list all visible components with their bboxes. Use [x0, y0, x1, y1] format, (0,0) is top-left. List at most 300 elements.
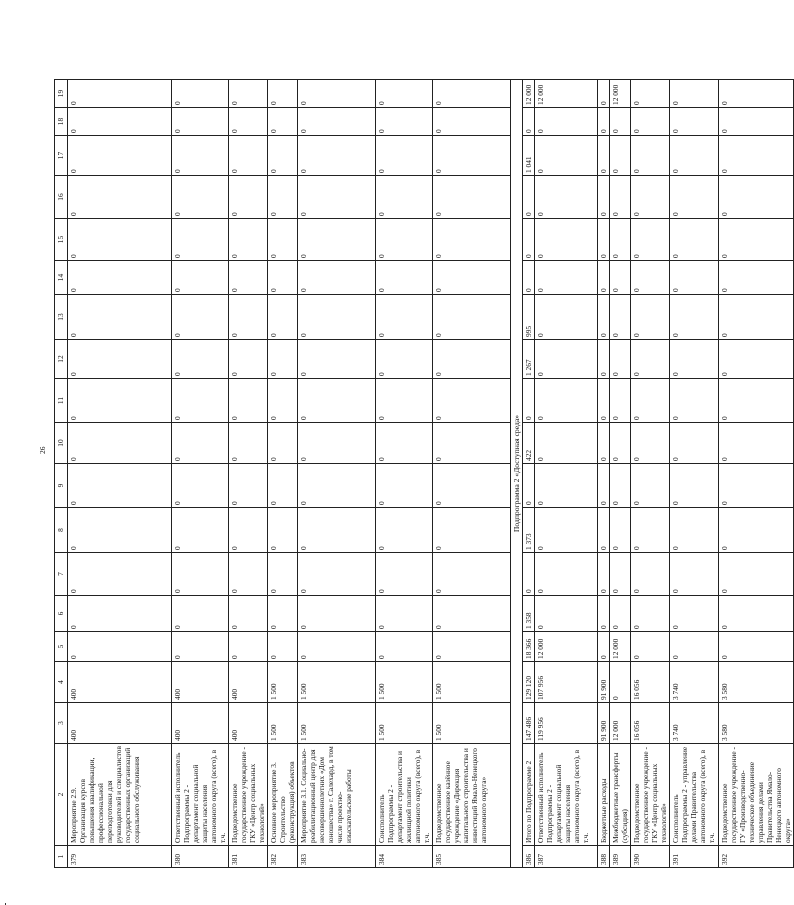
value-cell: 0	[268, 295, 298, 340]
value-cell: 0	[268, 464, 298, 508]
value-cell: 0	[376, 340, 433, 379]
table-row	[298, 80, 376, 868]
value-cell: 0	[229, 423, 268, 464]
value-cell: 0	[598, 508, 610, 553]
row-number-cell: 379	[68, 846, 172, 868]
column-number-cell: 6	[55, 596, 68, 632]
value-cell: 0	[268, 219, 298, 261]
value-cell: 0	[376, 379, 433, 423]
value-cell: 1 041	[523, 136, 535, 176]
row-number-cell: 386	[523, 846, 535, 868]
value-cell: 119 956	[535, 703, 598, 744]
value-cell: 995	[523, 295, 535, 340]
value-cell: 0	[523, 379, 535, 423]
value-cell: 0	[298, 80, 376, 108]
value-cell: 0	[719, 464, 794, 508]
value-cell: 1 373	[523, 508, 535, 553]
value-cell: 0	[631, 80, 670, 108]
value-cell: 0	[268, 176, 298, 219]
value-cell: 0	[719, 136, 794, 176]
value-cell: 0	[598, 219, 610, 261]
value-cell: 0	[268, 508, 298, 553]
value-cell: 0	[610, 340, 631, 379]
value-cell: 16 056	[631, 703, 670, 744]
column-number-cell: 8	[55, 508, 68, 553]
value-cell: 0	[298, 464, 376, 508]
value-cell: 0	[268, 423, 298, 464]
value-cell: 0	[433, 423, 511, 464]
row-name-cell: Подведомственное государственное учреждение - ГКУ «Центр социальных технологий»	[229, 744, 268, 846]
value-cell: 0	[598, 464, 610, 508]
value-cell: 0	[268, 80, 298, 108]
value-cell: 0	[523, 464, 535, 508]
value-cell: 0	[670, 136, 719, 176]
value-cell: 0	[610, 108, 631, 136]
value-cell: 0	[610, 596, 631, 632]
value-cell: 1 500	[433, 703, 511, 744]
value-cell: 0	[433, 176, 511, 219]
value-cell: 0	[172, 295, 229, 340]
value-cell: 400	[68, 662, 172, 703]
column-number-cell: 3	[55, 703, 68, 744]
value-cell: 0	[610, 464, 631, 508]
row-name-cell: Ответственный исполнитель Подпрограммы 2 - департамент социальной защиты населения автономного округа (всего), в т.ч.	[172, 744, 229, 846]
value-cell: 0	[433, 596, 511, 632]
value-cell: 0	[631, 219, 670, 261]
value-cell: 0	[631, 108, 670, 136]
value-cell: 0	[598, 340, 610, 379]
row-name-cell: Мероприятие 3.1. Социально-реабилитационный центр для несовершеннолетних «Дом юношества» г. Салехард, в том числе проектно-изыскательские работы	[298, 744, 376, 846]
value-cell: 107 956	[535, 662, 598, 703]
value-cell: 0	[670, 80, 719, 108]
value-cell: 0	[172, 340, 229, 379]
column-number-cell: 16	[55, 176, 68, 219]
value-cell: 0	[598, 80, 610, 108]
value-cell: 12 000	[535, 80, 598, 108]
value-cell: 91 900	[598, 703, 610, 744]
value-cell: 0	[68, 423, 172, 464]
value-cell: 0	[670, 379, 719, 423]
value-cell: 0	[535, 136, 598, 176]
value-cell: 0	[598, 176, 610, 219]
value-cell: 0	[68, 340, 172, 379]
value-cell: 0	[229, 340, 268, 379]
value-cell: 12 000	[523, 80, 535, 108]
value-cell: 0	[610, 423, 631, 464]
value-cell: 0	[298, 340, 376, 379]
value-cell: 0	[670, 596, 719, 632]
row-name-cell: Итого по Подпрограмме 2	[523, 744, 535, 846]
value-cell: 0	[172, 219, 229, 261]
value-cell: 422	[523, 423, 535, 464]
value-cell: 91 900	[598, 662, 610, 703]
value-cell: 0	[376, 108, 433, 136]
value-cell: 0	[376, 80, 433, 108]
value-cell: 0	[172, 176, 229, 219]
value-cell: 400	[172, 662, 229, 703]
column-number-cell: 18	[55, 108, 68, 136]
row-name-cell: Соисполнитель Подпрограммы 2 - управление делами Правительства автономного округа (всего), в т.ч.	[670, 744, 719, 846]
value-cell: 0	[68, 176, 172, 219]
table-row	[535, 80, 598, 868]
value-cell: 0	[229, 295, 268, 340]
value-cell: 0	[670, 464, 719, 508]
value-cell: 0	[376, 219, 433, 261]
value-cell: 0	[610, 553, 631, 596]
value-cell: 0	[433, 340, 511, 379]
value-cell: 0	[298, 219, 376, 261]
row-name-cell: Мероприятие 2.9. Организация курсов повышения квалификации, профессиональной переподготовки для руководителей и специалистов государственных организаций социального обслуживания	[68, 744, 172, 846]
value-cell: 0	[598, 108, 610, 136]
value-cell: 0	[376, 464, 433, 508]
value-cell: 0	[598, 553, 610, 596]
value-cell: 0	[598, 379, 610, 423]
value-cell: 0	[719, 219, 794, 261]
value-cell: 0	[670, 340, 719, 379]
column-number-cell: 5	[55, 632, 68, 662]
value-cell: 0	[670, 423, 719, 464]
value-cell: 0	[172, 632, 229, 662]
row-number-cell: 385	[433, 846, 511, 868]
table-row	[433, 80, 511, 868]
value-cell: 0	[670, 219, 719, 261]
value-cell: 0	[535, 340, 598, 379]
value-cell: 0	[631, 379, 670, 423]
value-cell: 400	[68, 703, 172, 744]
value-cell: 0	[298, 176, 376, 219]
table-row	[610, 80, 631, 868]
value-cell: 0	[598, 632, 610, 662]
value-cell: 0	[376, 176, 433, 219]
table-row	[172, 80, 229, 868]
table-row	[670, 80, 719, 868]
column-number-cell: 1	[55, 846, 68, 868]
value-cell: 1 358	[523, 596, 535, 632]
value-cell: 0	[535, 176, 598, 219]
value-cell: 0	[172, 261, 229, 295]
value-cell: 0	[229, 379, 268, 423]
value-cell: 0	[268, 632, 298, 662]
table-row	[631, 80, 670, 868]
value-cell: 0	[298, 261, 376, 295]
value-cell: 0	[631, 136, 670, 176]
value-cell: 0	[610, 508, 631, 553]
value-cell: 0	[229, 261, 268, 295]
table-row	[523, 80, 535, 868]
value-cell: 0	[172, 136, 229, 176]
value-cell: 12 000	[610, 80, 631, 108]
row-number-cell: 392	[719, 846, 794, 868]
value-cell: 0	[229, 596, 268, 632]
value-cell: 0	[433, 553, 511, 596]
value-cell: 0	[376, 423, 433, 464]
value-cell: 0	[535, 553, 598, 596]
value-cell: 3 740	[670, 662, 719, 703]
value-cell: 3 580	[719, 662, 794, 703]
value-cell: 0	[433, 464, 511, 508]
value-cell: 0	[229, 464, 268, 508]
value-cell: 0	[68, 596, 172, 632]
budget-table	[54, 79, 794, 868]
value-cell: 0	[433, 108, 511, 136]
value-cell: 0	[68, 219, 172, 261]
value-cell: 0	[523, 553, 535, 596]
value-cell: 0	[535, 261, 598, 295]
row-number-cell: 381	[229, 846, 268, 868]
value-cell: 0	[229, 219, 268, 261]
value-cell: 0	[68, 553, 172, 596]
value-cell: 0	[298, 136, 376, 176]
value-cell: 0	[719, 176, 794, 219]
value-cell: 0	[598, 295, 610, 340]
value-cell: 0	[172, 508, 229, 553]
column-number-row	[55, 80, 68, 868]
value-cell: 0	[229, 108, 268, 136]
column-number-cell: 17	[55, 136, 68, 176]
value-cell: 0	[631, 423, 670, 464]
value-cell: 0	[298, 379, 376, 423]
value-cell: 0	[433, 219, 511, 261]
table-row	[598, 80, 610, 868]
value-cell: 0	[268, 108, 298, 136]
value-cell: 0	[670, 108, 719, 136]
value-cell: 0	[229, 508, 268, 553]
value-cell: 0	[610, 261, 631, 295]
value-cell: 3 580	[719, 703, 794, 744]
column-number-cell: 15	[55, 219, 68, 261]
row-name-cell: Подведомственное государственное учреждение - ГКУ «Центр социальных технологий»	[631, 744, 670, 846]
value-cell: 0	[433, 136, 511, 176]
row-name-cell: Ответственный исполнитель Подпрограммы 2 - департамент социальной защиты населения автономного округа (всего), в т.ч.	[535, 744, 598, 846]
row-name-cell: Бюджетные расходы	[598, 744, 610, 846]
value-cell: 0	[433, 379, 511, 423]
value-cell: 0	[433, 632, 511, 662]
value-cell: 400	[172, 703, 229, 744]
column-number-cell: 19	[55, 80, 68, 108]
row-number-cell: 391	[670, 846, 719, 868]
value-cell: 0	[598, 136, 610, 176]
value-cell: 0	[376, 596, 433, 632]
value-cell: 0	[631, 596, 670, 632]
value-cell: 0	[670, 261, 719, 295]
value-cell: 0	[535, 219, 598, 261]
value-cell: 0	[433, 508, 511, 553]
value-cell: 16 056	[631, 662, 670, 703]
value-cell: 0	[523, 261, 535, 295]
value-cell: 0	[172, 423, 229, 464]
value-cell: 0	[610, 219, 631, 261]
value-cell: 0	[172, 80, 229, 108]
value-cell: 0	[268, 379, 298, 423]
row-name-cell: Основное мероприятие 3. Строительство (реконструкция) объектов	[268, 744, 298, 846]
value-cell: 0	[535, 108, 598, 136]
value-cell: 0	[598, 261, 610, 295]
value-cell: 0	[298, 423, 376, 464]
value-cell: 0	[433, 80, 511, 108]
value-cell: 1 500	[433, 662, 511, 703]
value-cell: 0	[433, 261, 511, 295]
row-number-cell: 380	[172, 846, 229, 868]
value-cell: 0	[535, 508, 598, 553]
value-cell: 0	[68, 379, 172, 423]
row-name-cell: Соисполнитель Подпрограммы 2 - департамент строительства и жилищной политики автономного округа (всего), в т.ч.	[376, 744, 433, 846]
value-cell: 0	[268, 340, 298, 379]
value-cell: 0	[523, 108, 535, 136]
value-cell: 0	[535, 423, 598, 464]
value-cell: 0	[298, 295, 376, 340]
value-cell: 0	[298, 508, 376, 553]
column-number-cell: 11	[55, 379, 68, 423]
value-cell: 1 500	[298, 662, 376, 703]
value-cell: 0	[68, 80, 172, 108]
column-number-cell: 12	[55, 340, 68, 379]
value-cell: 0	[229, 176, 268, 219]
value-cell: 0	[298, 596, 376, 632]
value-cell: 0	[670, 295, 719, 340]
table-row	[229, 80, 268, 868]
value-cell: 0	[229, 136, 268, 176]
value-cell: 0	[68, 295, 172, 340]
value-cell: 18 366	[523, 632, 535, 662]
row-name-cell: Подведомственное государственное учреждение - ГУ «Производственно-техническое объединение управления делами Правительства Ямало-Ненецкого автономного округа»	[719, 744, 794, 846]
value-cell: 0	[376, 261, 433, 295]
value-cell: 0	[719, 632, 794, 662]
value-cell: 0	[670, 553, 719, 596]
value-cell: 0	[376, 632, 433, 662]
value-cell: 0	[598, 423, 610, 464]
page-number: 26	[38, 446, 47, 454]
value-cell: 0	[68, 464, 172, 508]
value-cell: 0	[719, 508, 794, 553]
value-cell: 0	[172, 108, 229, 136]
value-cell: 0	[298, 108, 376, 136]
row-number-cell: 383	[298, 846, 376, 868]
value-cell: 0	[268, 596, 298, 632]
value-cell: 0	[610, 379, 631, 423]
value-cell: 0	[268, 261, 298, 295]
value-cell: 1 500	[298, 703, 376, 744]
value-cell: 0	[719, 379, 794, 423]
value-cell: 0	[610, 136, 631, 176]
column-number-cell: 4	[55, 662, 68, 703]
value-cell: 0	[610, 295, 631, 340]
value-cell: 0	[631, 261, 670, 295]
column-number-cell: 7	[55, 553, 68, 596]
value-cell: 0	[376, 136, 433, 176]
value-cell: 0	[631, 508, 670, 553]
column-number-cell: 2	[55, 744, 68, 846]
value-cell: 0	[535, 379, 598, 423]
value-cell: 0	[68, 508, 172, 553]
value-cell: 0	[719, 80, 794, 108]
value-cell: 0	[719, 295, 794, 340]
section-title: Подпрограмма 2 «Доступная среда»	[511, 80, 523, 868]
value-cell: 0	[229, 80, 268, 108]
value-cell: 1 500	[376, 703, 433, 744]
value-cell: 0	[631, 632, 670, 662]
table-row	[719, 80, 794, 868]
value-cell: 0	[719, 261, 794, 295]
value-cell: 12 000	[535, 632, 598, 662]
column-number-cell: 10	[55, 423, 68, 464]
value-cell: 0	[68, 108, 172, 136]
row-number-cell: 382	[268, 846, 298, 868]
value-cell: 0	[719, 108, 794, 136]
value-cell: 0	[68, 136, 172, 176]
value-cell: 147 486	[523, 703, 535, 744]
value-cell: 0	[172, 379, 229, 423]
value-cell: 0	[376, 508, 433, 553]
value-cell: 0	[229, 632, 268, 662]
value-cell: 0	[610, 176, 631, 219]
value-cell: 0	[598, 596, 610, 632]
table-row	[268, 80, 298, 868]
value-cell: 1 267	[523, 340, 535, 379]
value-cell: 0	[523, 176, 535, 219]
table-row	[376, 80, 433, 868]
value-cell: 0	[376, 553, 433, 596]
value-cell: 0	[670, 176, 719, 219]
value-cell: 0	[68, 632, 172, 662]
value-cell: 0	[535, 295, 598, 340]
value-cell: 0	[68, 261, 172, 295]
value-cell: 1 500	[376, 662, 433, 703]
value-cell: 0	[433, 295, 511, 340]
value-cell: 0	[298, 553, 376, 596]
value-cell: 0	[268, 553, 298, 596]
value-cell: 0	[670, 632, 719, 662]
value-cell: 1 500	[268, 662, 298, 703]
value-cell: 0	[719, 340, 794, 379]
value-cell: 0	[719, 596, 794, 632]
column-number-cell: 9	[55, 464, 68, 508]
value-cell: 0	[631, 464, 670, 508]
row-name-cell: Межбюджетные трансферты (субсидия)	[610, 744, 631, 846]
value-cell: 0	[523, 219, 535, 261]
row-name-cell: Подведомственное государственное казённое учреждение «Дирекция капитального строительства и инвестиций Ямало-Ненецкого автономного округа»	[433, 744, 511, 846]
value-cell: 0	[535, 464, 598, 508]
value-cell: 3 740	[670, 703, 719, 744]
value-cell: 0	[719, 553, 794, 596]
value-cell: 0	[535, 596, 598, 632]
value-cell: 0	[172, 596, 229, 632]
value-cell: 0	[376, 295, 433, 340]
row-number-cell: 384	[376, 846, 433, 868]
value-cell: 0	[229, 553, 268, 596]
value-cell: 0	[631, 176, 670, 219]
value-cell: 0	[631, 340, 670, 379]
value-cell: 1 500	[268, 703, 298, 744]
value-cell: 0	[172, 553, 229, 596]
value-cell: 0	[631, 295, 670, 340]
value-cell: 0	[631, 553, 670, 596]
column-number-cell: 13	[55, 295, 68, 340]
value-cell: 400	[229, 703, 268, 744]
value-cell: 0	[268, 136, 298, 176]
row-number-cell: 390	[631, 846, 670, 868]
value-cell: 0	[610, 662, 631, 703]
column-number-cell: 14	[55, 261, 68, 295]
row-number-cell: 389	[610, 846, 631, 868]
value-cell: 129 120	[523, 662, 535, 703]
value-cell: 0	[719, 423, 794, 464]
section-title-row	[511, 80, 523, 868]
value-cell: 0	[670, 508, 719, 553]
value-cell: 12 000	[610, 703, 631, 744]
row-number-cell: 388	[598, 846, 610, 868]
value-cell: 400	[229, 662, 268, 703]
value-cell: 12 000	[610, 632, 631, 662]
